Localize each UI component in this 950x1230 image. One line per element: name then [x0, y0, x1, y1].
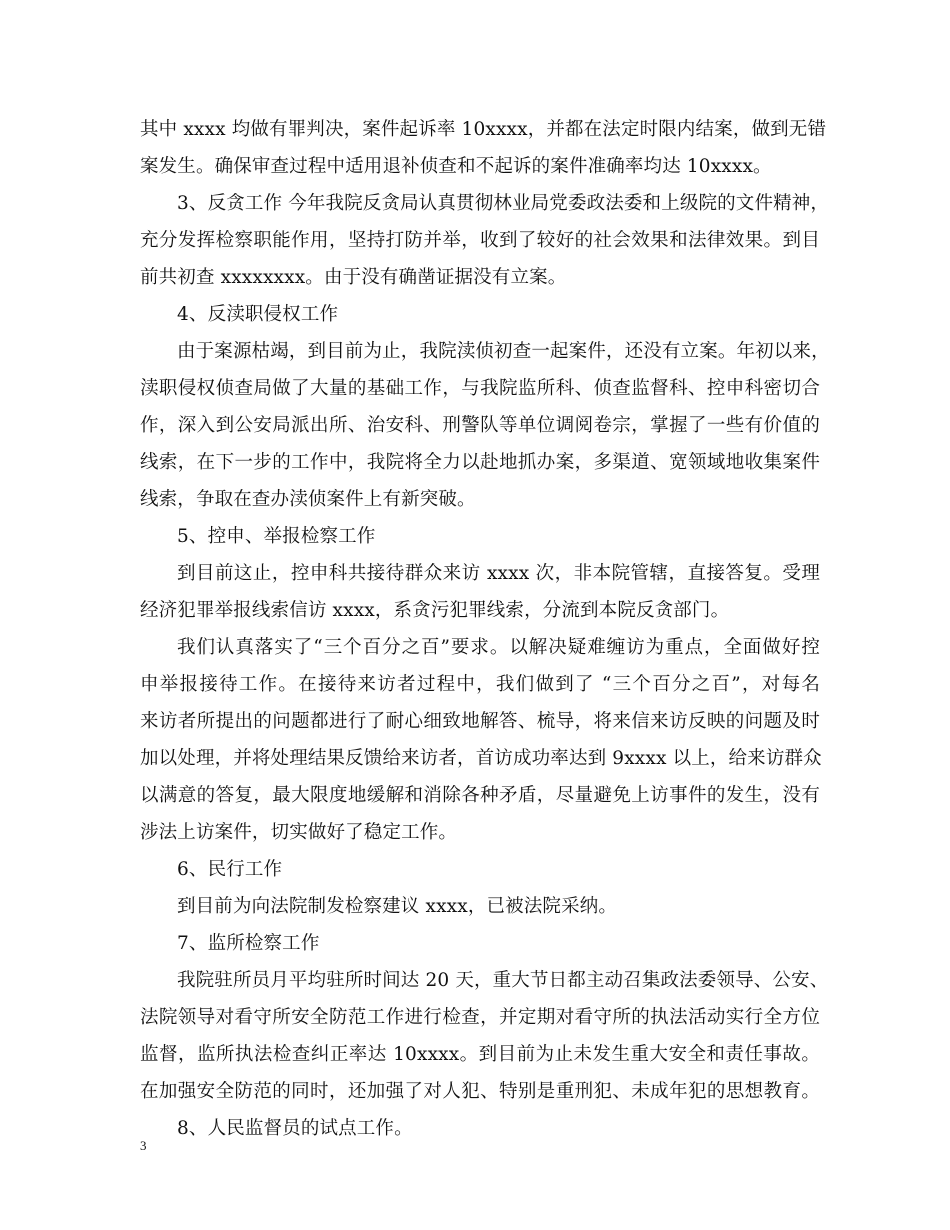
text-line: 充分发挥检察职能作用，坚持打防并举，收到了较好的社会效果和法律效果。到目 [140, 230, 820, 251]
text-line: 由于案源枯竭，到目前为止，我院渎侦初查一起案件，还没有立案。年初以来， [177, 341, 830, 362]
text-line: 我院驻所员月平均驻所时间达 20 天，重大节日都主动召集政法委领导、公安、 [177, 970, 829, 991]
text-line: 案发生。确保审查过程中适用退补侦查和不起诉的案件准确率均达 10xxxx。 [140, 156, 772, 177]
section-heading: 4、反渎职侵权工作 [177, 304, 339, 325]
text-line: 作，深入到公安局派出所、治安科、刑警队等单位调阅卷宗，掌握了一些有价值的 [140, 415, 820, 436]
text-line: 到目前为向法院制发检察建议 xxxx，已被法院采纳。 [177, 896, 618, 917]
text-line: 其中 xxxx 均做有罪判决，案件起诉率 10xxxx，并都在法定时限内结案，做到无错 [140, 119, 827, 140]
text-line: 法院领导对看守所安全防范工作进行检查，并定期对看守所的执法活动实行全方位 [140, 1007, 820, 1028]
section-heading: 5、控申、举报检察工作 [177, 526, 376, 547]
text-line: 我们认真落实了“三个百分之百”要求。以解决疑难缠访为重点，全面做好控 [177, 637, 820, 658]
text-line: 线索，在下一步的工作中，我院将全力以赴地抓办案，多渠道、宽领域地收集案件 [140, 452, 820, 473]
text-line: 经济犯罪举报线索信访 xxxx，系贪污犯罪线索，分流到本院反贪部门。 [140, 600, 730, 621]
section-heading: 8、人民监督员的试点工作。 [177, 1118, 413, 1139]
text-line: 加以处理，并将处理结果反馈给来访者，首访成功率达到 9xxxx 以上，给来访群众 [140, 748, 822, 769]
text-line: 前共初查 xxxxxxxx。由于没有确凿证据没有立案。 [140, 267, 567, 288]
text-line: 渎职侵权侦查局做了大量的基础工作，与我院监所科、侦查监督科、控申科密切合 [140, 378, 820, 399]
text-line: 线索，争取在查办渎侦案件上有新突破。 [140, 489, 476, 510]
page-number: 3 [140, 1138, 147, 1153]
text-line: 来访者所提出的问题都进行了耐心细致地解答、梳导，将来信来访反映的问题及时 [140, 711, 820, 732]
text-line: 以满意的答复，最大限度地缓解和消除各种矛盾，尽量避免上访事件的发生，没有 [140, 785, 820, 806]
section-heading: 6、民行工作 [177, 859, 283, 880]
section-heading: 7、监所检察工作 [177, 933, 320, 954]
text-line: 到目前这止，控申科共接待群众来访 xxxx 次，非本院管辖，直接答复。受理 [177, 563, 820, 584]
text-line: 监督，监所执法检查纠正率达 10xxxx。到目前为止未发生重大安全和责任事故。 [140, 1044, 820, 1065]
section-heading-line: 3、反贪工作 今年我院反贪局认真贯彻林业局党委政法委和上级院的文件精神， [177, 193, 830, 214]
text-line: 涉法上访案件，切实做好了稳定工作。 [140, 822, 458, 843]
text-line: 在加强安全防范的同时，还加强了对人犯、特别是重刑犯、未成年犯的思想教育。 [140, 1081, 820, 1102]
text-line: 申举报接待工作。在接待来访者过程中，我们做到了 “三个百分之百”，对每名 [140, 674, 820, 695]
